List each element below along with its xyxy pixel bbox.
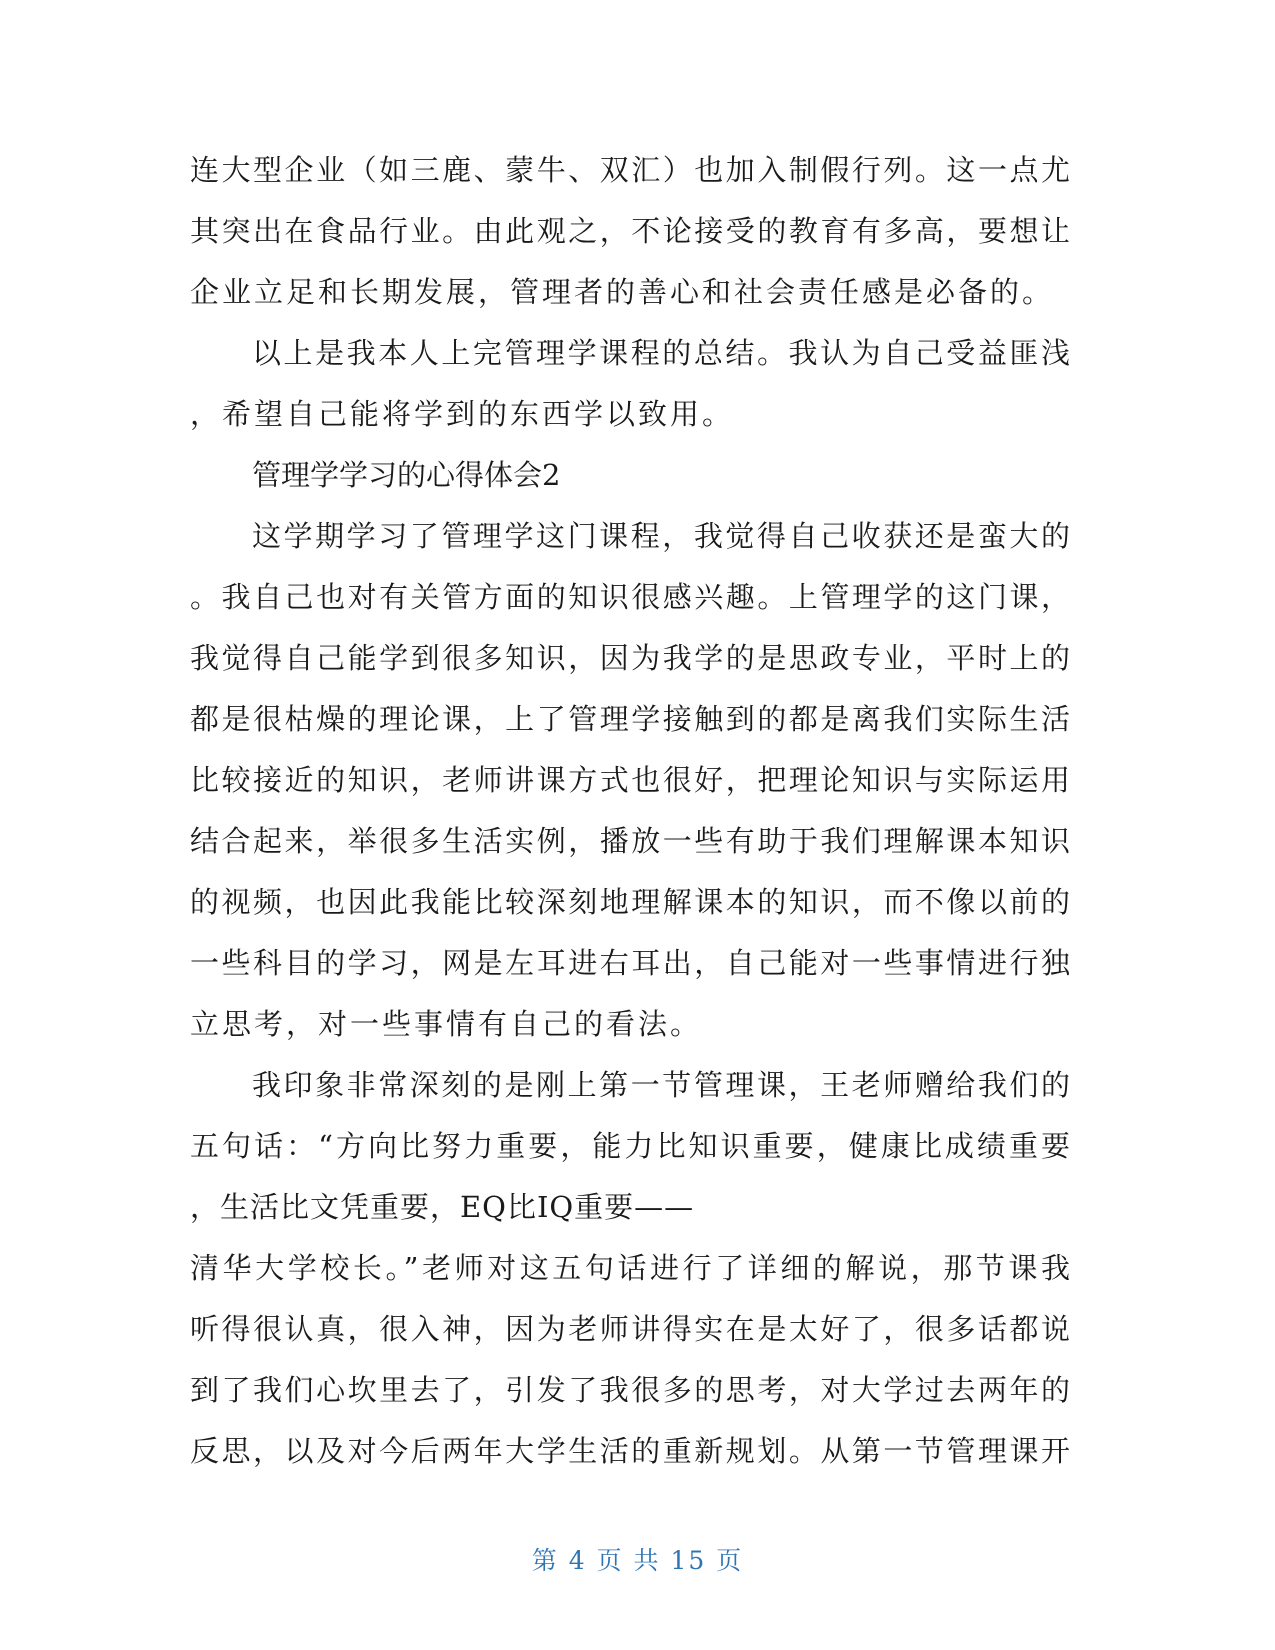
text-line: ，生活比文凭重要，EQ比IQ重要—— (190, 1190, 695, 1224)
text-line: 我觉得自己能学到很多知识，因为我学的是思政专业，平时上的 (190, 641, 1070, 675)
text-line: 连大型企业（如三鹿、蒙牛、双汇）也加入制假行列。这一点尤 (190, 153, 1070, 187)
text-line: 清华大学校长。”老师对这五句话进行了详细的解说，那节课我 (190, 1251, 1070, 1285)
document-body (190, 140, 1070, 1482)
text-line: 企业立足和长期发展，管理者的善心和社会责任感是必备的。 (190, 275, 1055, 309)
text-line: 到了我们心坎里去了，引发了我很多的思考，对大学过去两年的 (190, 1373, 1070, 1407)
paragraph-3 (190, 506, 1070, 1055)
text-line: 反思，以及对今后两年大学生活的重新规划。从第一节管理课开 (190, 1434, 1070, 1468)
text-line: 。我自己也对有关管方面的知识很感兴趣。上管理学的这门课， (190, 580, 1070, 614)
text-line: 都是很枯燥的理论课，上了管理学接触到的都是离我们实际生活 (190, 702, 1070, 736)
heading-text: 管理学学习的心得体会2 (252, 458, 561, 492)
text-line: 结合起来，举很多生活实例，播放一些有助于我们理解课本知识 (190, 824, 1070, 858)
text-line: 立思考，对一些事情有自己的看法。 (190, 1007, 703, 1041)
text-line: 比较接近的知识，老师讲课方式也很好，把理论知识与实际运用 (190, 763, 1070, 797)
text-line: 我印象非常深刻的是刚上第一节管理课，王老师赠给我们的 (252, 1068, 1070, 1102)
paragraph-1 (190, 140, 1070, 323)
paragraph-2 (190, 323, 1070, 445)
paragraph-4 (190, 1055, 1070, 1482)
text-line: 五句话：“方向比努力重要，能力比知识重要，健康比成绩重要 (190, 1129, 1070, 1163)
text-line: 这学期学习了管理学这门课程，我觉得自己收获还是蛮大的 (252, 519, 1070, 553)
text-line: 听得很认真，很入神，因为老师讲得实在是太好了，很多话都说 (190, 1312, 1070, 1346)
section-heading (190, 445, 1070, 506)
page-number-footer: 第 4 页 共 15 页 (531, 1546, 744, 1575)
text-line: 以上是我本人上完管理学课程的总结。我认为自己受益匪浅 (252, 336, 1070, 370)
text-line: ，希望自己能将学到的东西学以致用。 (190, 397, 735, 431)
text-line: 其突出在食品行业。由此观之，不论接受的教育有多高，要想让 (190, 214, 1070, 248)
text-line: 一些科目的学习，网是左耳进右耳出，自己能对一些事情进行独 (190, 946, 1070, 980)
text-line: 的视频，也因此我能比较深刻地理解课本的知识，而不像以前的 (190, 885, 1070, 919)
